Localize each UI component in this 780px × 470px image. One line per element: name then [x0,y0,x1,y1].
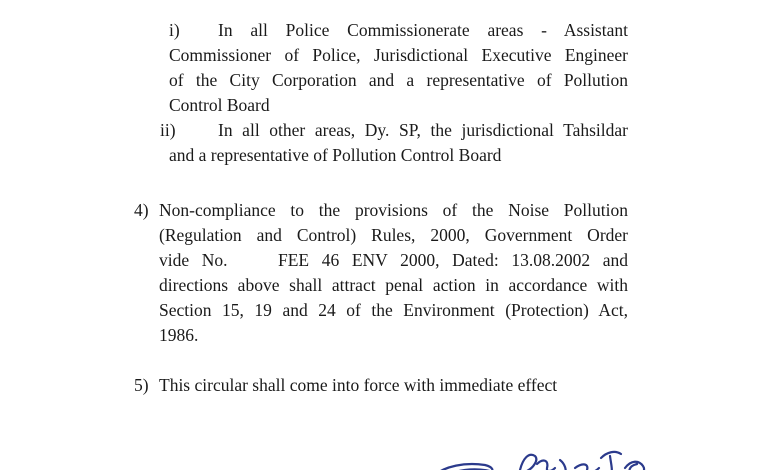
subitem-marker: i) [169,20,180,40]
item-text-line: Section 15, 19 and 24 of the Environment (Protection) Act, [159,300,628,320]
item-text-line: vide No. FEE 46 ENV 2000, Dated: 13.08.2002 and [159,250,628,270]
item-text-line: Non-compliance to the provisions of the Noise Pollution [159,200,628,220]
item-text-line: (Regulation and Control) Rules, 2000, Government Order [159,225,628,245]
item-text-line: 1986. [159,325,199,345]
subitem-text-line: Control Board [169,95,270,115]
subitem-text-line: In all other areas, Dy. SP, the jurisdictional Tahsildar [218,120,628,140]
item-marker: 5) [134,375,149,395]
item-text-line: This circular shall come into force with immediate effect [159,375,558,395]
subitem-text-line: and a representative of Pollution Control Board [169,145,502,165]
subitem-marker: ii) [160,120,176,140]
subitem-text-line: Commissioner of Police, Jurisdictional Executive Engineer [169,45,628,65]
subitem-text-line: of the City Corporation and a representative of Pollution [169,70,628,90]
subitem-text-line: In all Police Commissionerate areas - Assistant [218,20,628,40]
item-text-line: directions above shall attract penal action in accordance with [159,275,628,295]
signature [425,438,675,470]
item-marker: 4) [134,200,149,220]
